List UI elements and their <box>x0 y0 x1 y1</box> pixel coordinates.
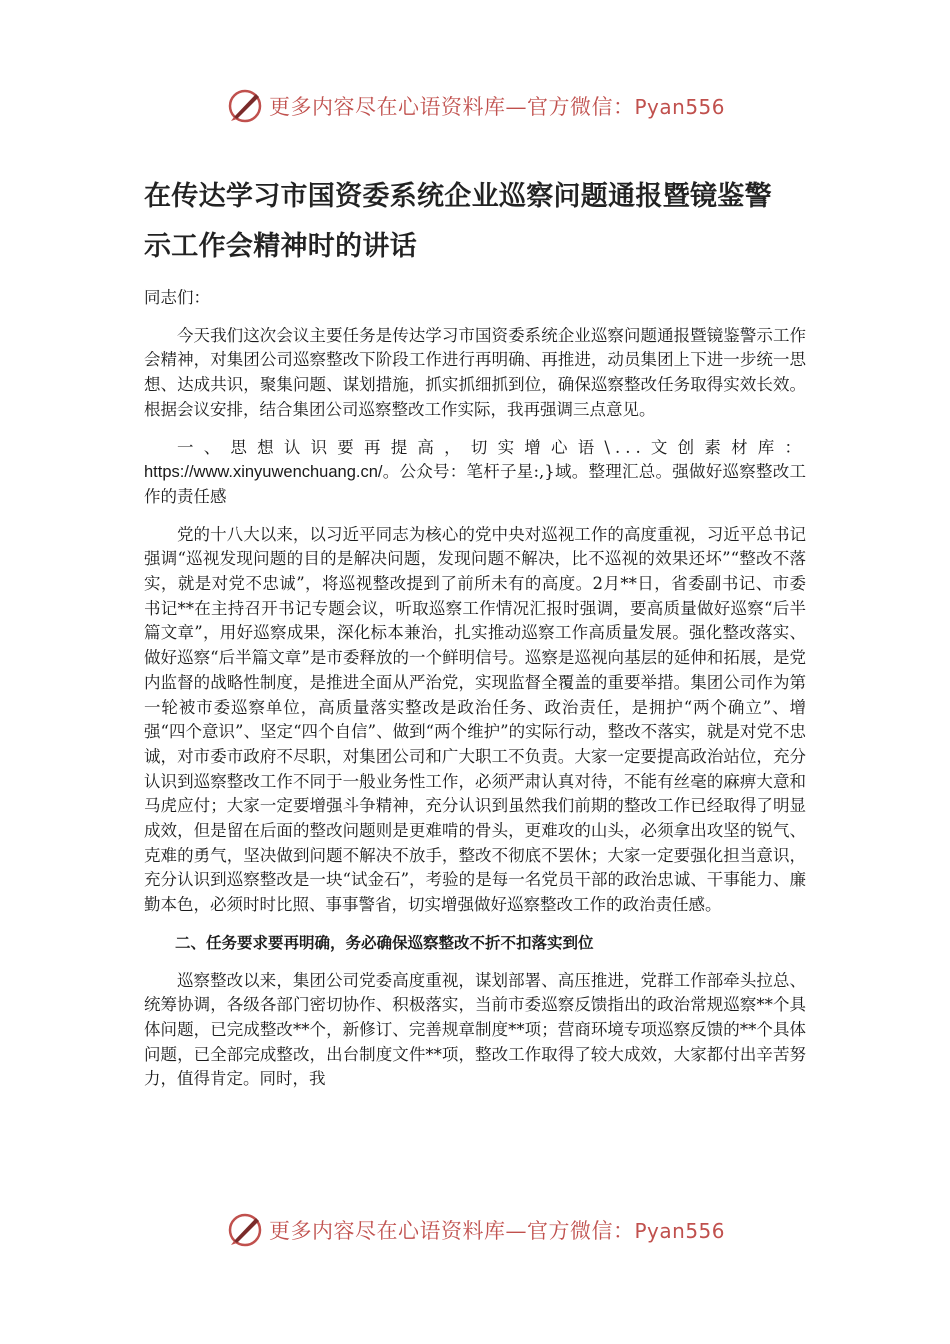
section-2-heading: 二、任务要求要再明确，务必确保巡察整改不折不扣落实到位 <box>175 933 594 952</box>
section-1-body: 党的十八大以来，以习近平同志为核心的党中央对巡视工作的高度重视，习近平总书记强调“巡视发现问题的目的是解决问题，发现问题不解决，比不巡视的效果还坏”“整改不落实，就是对党不忠诚”，将巡视整改提到了前所未有的高度。2月**日，省委副书记、市委书记**在主持召开书记专题会议，听取巡察工作情况汇报时强调，要高质量做好巡察“后半篇文章”，用好巡察成果，深化标本兼治，扎实推动巡察工作高质量发展。强化整改落实、做好巡察“后半篇文章”是市委释放的一个鲜明信号。巡察是巡视向基层的延伸和拓展，是党内监督的战略性制度，是推进全面从严治党，实现监督全覆盖的重要举措。集团公司作为第一轮被市委巡察单位，高质量落实整改是政治任务、政治责任，是拥护“两个确立”、增强“四个意识”、坚定“四个自信”、做到“两个维护”的实际行动，整改不落实，就是对党不忠诚，对市委市政府不尽职，对集团公司和广大职工不负责。大家一定要提高政治站位，充分认识到巡察整改工作不同于一般业务性工作，必须严肃认真对待，不能有丝毫的麻痹大意和马虎应付；大家一定要增强斗争精神，充分认识到虽然我们前期的整改工作已经取得了明显成效，但是留在后面的整改问题则是更难啃的骨头，更难攻的山头，必须拿出攻坚的锐气、克难的勇气，坚决做到问题不解决不放手，整改不彻底不罢休；大家一定要强化担当意识，充分认识到巡察整改是一块“试金石”，考验的是每一名党员干部的政治忠诚、干事能力、廉勤本色，必须时时比照、事事警省，切实增强做好巡察整改工作的政治责任感。 <box>144 524 806 915</box>
quill-pen-logo-icon <box>225 1210 265 1250</box>
banner-text <box>269 1215 725 1245</box>
footer-banner <box>0 1208 950 1252</box>
banner-text <box>269 91 725 121</box>
quill-pen-logo-icon <box>225 86 265 126</box>
section-1-heading-text: 一、思想认识要再提高，切实增心语\...文创素材库： <box>177 437 806 457</box>
section-2-body: 巡察整改以来，集团公司党委高度重视，谋划部署、高压推进，党群工作部牵头拉总、统筹协调，各级各部门密切协作、积极落实，当前市委巡察反馈指出的政治常规巡察**个具体问题，已完成整改**个，新修订、完善规章制度**项；营商环境专项巡察反馈的**个具体问题，已全部完成整改，出台制度文件**项，整改工作取得了较大成效，大家都付出辛苦努力，值得肯定。同时，我 <box>144 970 806 1089</box>
title-line-2: 示工作会精神时的讲话 <box>144 231 417 262</box>
watermark-url-part-1: https:// <box>144 463 194 482</box>
section-1-heading <box>144 436 806 510</box>
banner-account: Pyan556 <box>634 95 725 119</box>
banner-account: Pyan556 <box>634 1219 725 1243</box>
header-banner <box>0 84 950 128</box>
banner-slogan: 更多内容尽在心语资料库—官方微信： <box>268 95 635 119</box>
watermark-url-part-2: www.xinyuwenchuang.cn/ <box>193 463 383 482</box>
section-1-heading-tail: 。公众号：笔杆子星:,}域。整理汇总。强做好巡察整改工作的责任感 <box>144 462 806 506</box>
document-title <box>144 172 806 272</box>
document-body <box>144 172 806 1092</box>
intro-paragraph: 今天我们这次会议主要任务是传达学习市国资委系统企业巡察问题通报暨镜鉴警示工作会精神，对集团公司巡察整改下阶段工作进行再明确、再推进，动员集团上下进一步统一思想、达成共识，聚集问题、谋划措施，抓实抓细抓到位，确保巡察整改任务取得实效长效。根据会议安排，结合集团公司巡察整改工作实际，我再强调三点意见。 <box>144 325 806 419</box>
banner-slogan: 更多内容尽在心语资料库—官方微信： <box>268 1219 635 1243</box>
title-line-1: 在传达学习市国资委系统企业巡察问题通报暨镜鉴警 <box>144 181 772 212</box>
greeting: 同志们： <box>144 288 210 307</box>
